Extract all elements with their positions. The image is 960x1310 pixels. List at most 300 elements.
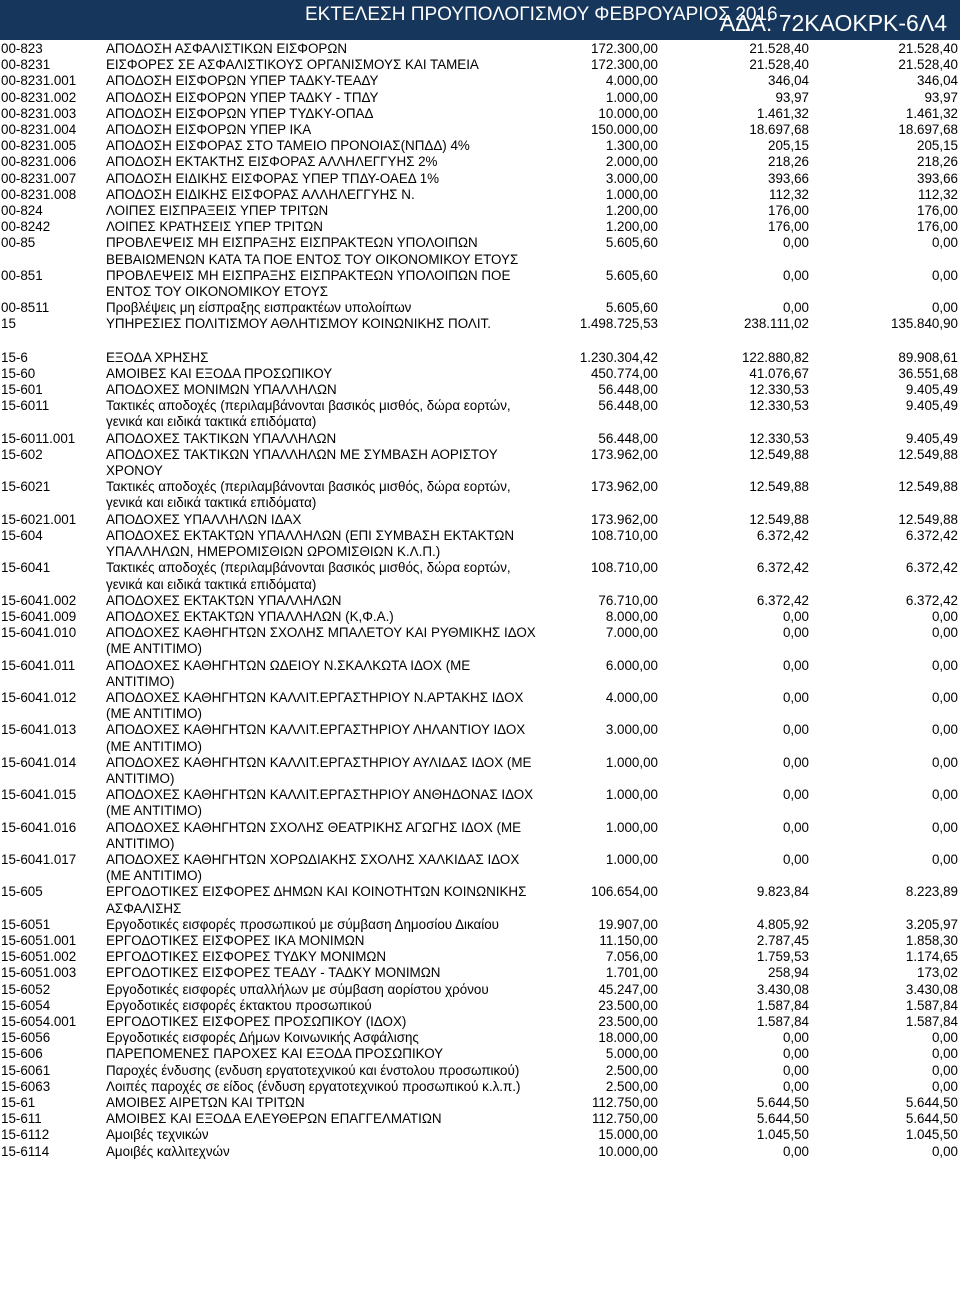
- account-description: ΠΑΡΕΠΟΜΕΝΕΣ ΠΑΡΟΧΕΣ ΚΑΙ ΕΞΟΔΑ ΠΡΟΣΩΠΙΚΟΥ: [106, 1046, 444, 1062]
- account-code: 00-851: [1, 267, 43, 283]
- budgeted-amount: 1.300,00: [605, 138, 658, 154]
- amount-column-3: 21.528,40: [898, 41, 958, 56]
- amount-column-2: 4.805,92: [756, 916, 809, 932]
- amount-column-3: 0,00: [931, 1078, 958, 1094]
- amount-column-2: 205,15: [768, 138, 809, 154]
- account-code: 15-6051.002: [1, 949, 77, 965]
- account-description: ΑΠΟΔΟΧΕΣ ΚΑΘΗΓΗΤΩΝ ΧΟΡΩΔΙΑΚΗΣ ΣΧΟΛΗΣ ΧΑΛΚΙΔΑΣ ΙΔΟΧ (ΜΕ ΑΝΤΙΤΙΜΟ): [106, 851, 520, 884]
- table-row: [0, 917, 960, 933]
- account-code: 15-605: [1, 884, 43, 900]
- budgeted-amount: 1.000,00: [605, 186, 658, 202]
- account-description: ΑΠΟΔΟΧΕΣ ΚΑΘΗΓΗΤΩΝ ΚΑΛΛΙΤ.ΕΡΓΑΣΤΗΡΙΟΥ Ν.ΑΡΤΑΚΗΣ ΙΔΟΧ (ΜΕ ΑΝΤΙΤΙΜΟ): [106, 689, 524, 722]
- account-description: ΑΠΟΔΟΧΕΣ ΚΑΘΗΓΗΤΩΝ ΚΑΛΛΙΤ.ΕΡΓΑΣΤΗΡΙΟΥ ΑΝΘΗΔΟΝΑΣ ΙΔΟΧ (ΜΕ ΑΝΤΙΤΙΜΟ): [106, 787, 534, 819]
- budgeted-amount: 1.200,00: [605, 203, 658, 219]
- amount-column-2: 1.461,32: [756, 105, 809, 121]
- table-row: [0, 560, 960, 592]
- account-description: ΑΠΟΔΟΧΕΣ ΚΑΘΗΓΗΤΩΝ ΚΑΛΛΙΤ.ΕΡΓΑΣΤΗΡΙΟΥ ΑΥΛΙΔΑΣ ΙΔΟΧ (ΜΕ ΑΝΤΙΤΙΜΟ): [106, 754, 532, 786]
- table-row: [0, 755, 960, 787]
- budgeted-amount: 45.247,00: [598, 981, 658, 997]
- amount-column-3: 0,00: [931, 267, 958, 283]
- table-row: [0, 690, 960, 722]
- amount-column-2: 0,00: [782, 689, 809, 705]
- amount-column-2: 6.372,42: [756, 592, 809, 608]
- account-code: 15-6051.003: [1, 965, 77, 981]
- account-code: 15-6051.001: [1, 932, 77, 948]
- amount-column-3: 176,00: [917, 203, 958, 219]
- table-row: [0, 593, 960, 609]
- budgeted-amount: 18.000,00: [598, 1030, 658, 1046]
- amount-column-2: 12.330,53: [749, 398, 809, 414]
- account-description: ΛΟΙΠΕΣ ΚΡΑΤΗΣΕΙΣ ΥΠΕΡ ΤΡΙΤΩΝ: [106, 219, 323, 235]
- amount-column-2: 0,00: [782, 1062, 809, 1078]
- budget-table-body: [0, 41, 960, 1160]
- amount-column-3: 12.549,88: [898, 479, 958, 495]
- budgeted-amount: 4.000,00: [605, 689, 658, 705]
- account-description: Παροχές ένδυσης (ενδυση εργατοτεχνικού και ένστολου προσωπικού): [106, 1062, 520, 1078]
- account-code: 15-6112: [1, 1127, 50, 1143]
- account-code: 15: [1, 316, 16, 332]
- budgeted-amount: 56.448,00: [598, 382, 658, 398]
- amount-column-3: 3.205,97: [905, 916, 958, 932]
- budgeted-amount: 173.962,00: [590, 479, 658, 495]
- table-row: [0, 1014, 960, 1030]
- account-code: 15-61: [1, 1095, 36, 1110]
- budgeted-amount: 450.774,00: [590, 365, 658, 381]
- account-code: 00-8231.004: [1, 122, 77, 138]
- account-description: ΑΠΟΔΟΧΕΣ ΥΠΑΛΛΗΛΩΝ ΙΔΑΧ: [106, 511, 302, 527]
- table-row: [0, 722, 960, 754]
- account-description: ΑΠΟΔΟΣΗ ΕΙΣΦΟΡΩΝ ΥΠΕΡ ΙΚΑ: [106, 122, 312, 138]
- account-code: 00-8511: [1, 300, 50, 316]
- amount-column-3: 93,97: [924, 89, 958, 105]
- account-description: ΕΡΓΟΔΟΤΙΚΕΣ ΕΙΣΦΟΡΕΣ ΤΕΑΔΥ - ΤΑΔΚΥ ΜΟΝΙΜΩΝ: [106, 965, 441, 981]
- table-row: [0, 154, 960, 170]
- account-code: 15-6054.001: [1, 1013, 77, 1029]
- amount-column-3: 0,00: [931, 689, 958, 705]
- account-code: 00-8231: [1, 57, 51, 73]
- account-description: ΑΠΟΔΟΧΕΣ ΕΚΤΑΚΤΩΝ ΥΠΑΛΛΗΛΩΝ (Κ,Φ.Α.): [106, 608, 394, 624]
- header-banner: [0, 0, 960, 40]
- account-description: ΕΡΓΟΔΟΤΙΚΕΣ ΕΙΣΦΟΡΕΣ ΠΡΟΣΩΠΙΚΟΥ (ΙΔΟΧ): [106, 1013, 407, 1029]
- budgeted-amount: 1.200,00: [605, 219, 658, 235]
- table-row: [0, 1063, 960, 1079]
- account-code: 15-60: [1, 365, 36, 381]
- budgeted-amount: 1.000,00: [605, 819, 658, 835]
- budgeted-amount: 56.448,00: [598, 398, 658, 414]
- amount-column-2: 0,00: [782, 235, 809, 251]
- amount-column-2: 9.823,84: [756, 884, 809, 900]
- account-code: 15-6041: [1, 560, 51, 576]
- table-row: [0, 447, 960, 479]
- account-code: 15-604: [1, 527, 43, 543]
- budgeted-amount: 10.000,00: [598, 105, 658, 121]
- budgeted-amount: 2.500,00: [605, 1062, 658, 1078]
- account-description: ΑΠΟΔΟΣΗ ΕΙΣΦΟΡΑΣ ΣΤΟ ΤΑΜΕΙΟ ΠΡΟΝΟΙΑΣ(ΝΠΔΔ) 4%: [106, 138, 470, 154]
- account-description: ΑΠΟΔΟΧΕΣ ΕΚΤΑΚΤΩΝ ΥΠΑΛΛΗΛΩΝ (ΕΠΙ ΣΥΜΒΑΣΗ ΕΚΤΑΚΤΩΝ ΥΠΑΛΛΗΛΩΝ, ΗΜΕΡΟΜΙΣΘΙΩΝ ΩΡΟΜΙΣΘΙΩΝ Κ.Λ.Π.): [106, 527, 515, 560]
- amount-column-2: 0,00: [782, 787, 809, 803]
- table-row: [0, 787, 960, 819]
- amount-column-2: 12.549,88: [749, 511, 809, 527]
- amount-column-3: 6.372,42: [905, 560, 958, 576]
- account-code: 15-6021.001: [1, 511, 77, 527]
- account-description: ΑΠΟΔΟΧΕΣ ΜΟΝΙΜΩΝ ΥΠΑΛΛΗΛΩΝ: [106, 382, 337, 398]
- account-code: 15-606: [1, 1046, 43, 1062]
- account-description: Προβλέψεις μη είσπραξης εισπρακτέων υπολοίπων: [106, 300, 412, 316]
- table-row: [0, 998, 960, 1014]
- amount-column-2: 176,00: [768, 219, 809, 235]
- account-code: 15-6041.010: [1, 625, 77, 641]
- budgeted-amount: 1.498.725,53: [579, 316, 658, 332]
- account-description: Αμοιβές καλλιτεχνών: [106, 1143, 230, 1159]
- amount-column-2: 0,00: [782, 1030, 809, 1046]
- amount-column-2: 5.644,50: [756, 1111, 809, 1127]
- account-code: 15-6056: [1, 1030, 51, 1046]
- amount-column-2: 0,00: [782, 819, 809, 835]
- amount-column-3: 0,00: [931, 787, 958, 803]
- amount-column-3: 0,00: [931, 851, 958, 867]
- amount-column-2: 1.759,53: [756, 949, 809, 965]
- amount-column-2: 1.587,84: [756, 997, 809, 1013]
- amount-column-3: 1.587,84: [905, 1013, 958, 1029]
- table-row: [0, 268, 960, 300]
- account-description: ΕΙΣΦΟΡΕΣ ΣΕ ΑΣΦΑΛΙΣΤΙΚΟΥΣ ΟΡΓΑΝΙΣΜΟΥΣ ΚΑΙ ΤΑΜΕΙΑ: [106, 57, 479, 73]
- account-description: ΑΠΟΔΟΧΕΣ ΤΑΚΤΙΚΩΝ ΥΠΑΛΛΗΛΩΝ ΜΕ ΣΥΜΒΑΣΗ ΑΟΡΙΣΤΟΥ ΧΡΟΝΟΥ: [106, 446, 498, 479]
- table-row: [0, 528, 960, 560]
- amount-column-3: 1.174,65: [905, 949, 958, 965]
- amount-column-3: 9.405,49: [905, 430, 958, 446]
- account-description: ΑΜΟΙΒΕΣ ΑΙΡΕΤΩΝ ΚΑΙ ΤΡΙΤΩΝ: [106, 1095, 305, 1110]
- amount-column-3: 135.840,90: [890, 316, 958, 332]
- budgeted-amount: 108.710,00: [590, 527, 658, 543]
- account-code: 00-8231.006: [1, 154, 77, 170]
- account-code: 15-6041.011: [1, 657, 76, 673]
- budgeted-amount: 15.000,00: [598, 1127, 658, 1143]
- amount-column-2: 0,00: [782, 267, 809, 283]
- amount-column-2: 5.644,50: [756, 1095, 809, 1110]
- account-code: 00-8231.002: [1, 89, 77, 105]
- table-row: [0, 1095, 960, 1111]
- table-row: [0, 933, 960, 949]
- account-code: 15-6041.013: [1, 722, 77, 738]
- account-description: ΕΡΓΟΔΟΤΙΚΕΣ ΕΙΣΦΟΡΕΣ ΤΥΔΚΥ ΜΟΝΙΜΩΝ: [106, 949, 387, 965]
- amount-column-2: 346,04: [768, 73, 809, 89]
- table-row: [0, 122, 960, 138]
- account-description: Εργοδοτικές εισφορές προσωπικού με σύμβαση Δημοσίου Δικαίου: [106, 916, 500, 932]
- account-description: Εργοδοτικές εισφορές Δήμων Κοινωνικής Ασφάλισης: [106, 1030, 419, 1046]
- account-description: ΑΠΟΔΟΣΗ ΑΣΦΑΛΙΣΤΙΚΩΝ ΕΙΣΦΟΡΩΝ: [106, 41, 347, 56]
- account-code: 15-601: [1, 382, 43, 398]
- table-row: [0, 235, 960, 267]
- budgeted-amount: 23.500,00: [598, 1013, 658, 1029]
- table-row: [0, 316, 960, 332]
- table-row: [0, 41, 960, 57]
- table-row: [0, 57, 960, 73]
- amount-column-2: 258,94: [768, 965, 809, 981]
- amount-column-2: 3.430,08: [756, 981, 809, 997]
- amount-column-2: 393,66: [768, 170, 809, 186]
- account-code: 00-85: [1, 235, 36, 251]
- table-row: [0, 884, 960, 916]
- amount-column-3: 0,00: [931, 1030, 958, 1046]
- budgeted-amount: 23.500,00: [598, 997, 658, 1013]
- account-description: ΛΟΙΠΕΣ ΕΙΣΠΡΑΞΕΙΣ ΥΠΕΡ ΤΡΙΤΩΝ: [106, 203, 329, 219]
- account-description: Αμοιβές τεχνικών: [106, 1127, 209, 1143]
- budgeted-amount: 1.000,00: [605, 851, 658, 867]
- amount-column-2: 0,00: [782, 300, 809, 316]
- amount-column-3: 1.461,32: [905, 105, 958, 121]
- budgeted-amount: 150.000,00: [590, 122, 658, 138]
- amount-column-3: 18.697,68: [898, 122, 958, 138]
- amount-column-3: 9.405,49: [905, 398, 958, 414]
- amount-column-2: 0,00: [782, 851, 809, 867]
- budgeted-amount: 5.605,60: [605, 300, 658, 316]
- budgeted-amount: 173.962,00: [590, 446, 658, 462]
- amount-column-2: 6.372,42: [756, 527, 809, 543]
- amount-column-2: 0,00: [782, 657, 809, 673]
- account-description: ΕΡΓΟΔΟΤΙΚΕΣ ΕΙΣΦΟΡΕΣ ΙΚΑ ΜΟΝΙΜΩΝ: [106, 932, 365, 948]
- amount-column-2: 0,00: [782, 1143, 809, 1159]
- amount-column-2: 2.787,45: [756, 932, 809, 948]
- amount-column-3: 205,15: [917, 138, 958, 154]
- amount-column-2: 1.587,84: [756, 1013, 809, 1029]
- amount-column-3: 5.644,50: [905, 1111, 958, 1127]
- account-description: ΑΠΟΔΟΣΗ ΕΙΣΦΟΡΩΝ ΥΠΕΡ ΤΑΔΚΥ - ΤΠΔΥ: [106, 89, 379, 105]
- amount-column-3: 393,66: [917, 170, 958, 186]
- amount-column-3: 6.372,42: [905, 592, 958, 608]
- amount-column-2: 12.549,88: [749, 479, 809, 495]
- account-code: 15-6063: [1, 1078, 51, 1094]
- amount-column-3: 8.223,89: [905, 884, 958, 900]
- table-row: [0, 138, 960, 154]
- account-code: 15-6041.014: [1, 754, 77, 770]
- amount-column-3: 1.587,84: [905, 997, 958, 1013]
- account-description: Εργοδοτικές εισφορές έκτακτου προσωπικού: [106, 997, 372, 1013]
- table-row: [0, 1111, 960, 1127]
- account-code: 15-6011.001: [1, 430, 76, 446]
- budgeted-amount: 5.605,60: [605, 267, 658, 283]
- amount-column-3: 3.430,08: [905, 981, 958, 997]
- account-code: 00-8231.008: [1, 186, 77, 202]
- table-row: [0, 106, 960, 122]
- budgeted-amount: 5.605,60: [605, 235, 658, 251]
- amount-column-2: 238.111,02: [743, 316, 809, 332]
- budgeted-amount: 1.701,00: [605, 965, 658, 981]
- amount-column-2: 0,00: [782, 1078, 809, 1094]
- amount-column-2: 218,26: [768, 154, 809, 170]
- account-code: 15-6041.015: [1, 787, 77, 803]
- account-code: 00-824: [1, 203, 43, 219]
- table-row: [0, 658, 960, 690]
- amount-column-3: 0,00: [931, 754, 958, 770]
- account-code: 15-6041.016: [1, 819, 77, 835]
- amount-column-2: 12.330,53: [749, 430, 809, 446]
- account-description: ΑΠΟΔΟΣΗ ΕΚΤΑΚΤΗΣ ΕΙΣΦΟΡΑΣ ΑΛΛΗΛΕΓΓΥΗΣ 2%: [106, 154, 438, 170]
- account-description: ΑΠΟΔΟΧΕΣ ΚΑΘΗΓΗΤΩΝ ΣΧΟΛΗΣ ΘΕΑΤΡΙΚΗΣ ΑΓΩΓΗΣ ΙΔΟΧ (ΜΕ ΑΝΤΙΤΙΜΟ): [106, 819, 522, 851]
- budgeted-amount: 106.654,00: [590, 884, 658, 900]
- amount-column-3: 176,00: [917, 219, 958, 235]
- account-code: 15-6041.009: [1, 608, 77, 624]
- account-code: 15-6114: [1, 1143, 50, 1159]
- account-description: ΥΠΗΡΕΣΙΕΣ ΠΟΛΙΤΙΣΜΟΥ ΑΘΛΗΤΙΣΜΟΥ ΚΟΙΝΩΝΙΚΗΣ ΠΟΛΙΤ.: [106, 316, 491, 332]
- table-row: [0, 1144, 960, 1160]
- amount-column-2: 0,00: [782, 625, 809, 641]
- amount-column-2: 6.372,42: [756, 560, 809, 576]
- amount-column-3: 0,00: [931, 235, 958, 251]
- account-code: 00-8242: [1, 219, 51, 235]
- account-code: 15-6054: [1, 997, 51, 1013]
- budgeted-amount: 5.000,00: [605, 1046, 658, 1062]
- amount-column-2: 0,00: [782, 754, 809, 770]
- table-row: [0, 512, 960, 528]
- table-row: [0, 300, 960, 316]
- amount-column-2: 0,00: [782, 1046, 809, 1062]
- account-code: 00-823: [1, 41, 43, 56]
- amount-column-2: 41.076,67: [749, 365, 809, 381]
- amount-column-2: 93,97: [775, 89, 809, 105]
- amount-column-3: 36.551,68: [898, 365, 958, 381]
- amount-column-3: 6.372,42: [905, 527, 958, 543]
- table-row: [0, 949, 960, 965]
- budgeted-amount: 3.000,00: [605, 170, 658, 186]
- amount-column-3: 218,26: [917, 154, 958, 170]
- table-row: [0, 171, 960, 187]
- amount-column-3: 173,02: [917, 965, 958, 981]
- table-row: [0, 90, 960, 106]
- table-row: [0, 219, 960, 235]
- table-row: [0, 366, 960, 382]
- account-description: ΑΠΟΔΟΣΗ ΕΙΣΦΟΡΩΝ ΥΠΕΡ ΤΑΔΚΥ-ΤΕΑΔΥ: [106, 73, 379, 89]
- amount-column-2: 21.528,40: [749, 57, 809, 73]
- table-row: [0, 479, 960, 511]
- amount-column-2: 18.697,68: [749, 122, 809, 138]
- account-code: 15-6052: [1, 981, 51, 997]
- account-description: ΑΠΟΔΟΧΕΣ ΚΑΘΗΓΗΤΩΝ ΣΧΟΛΗΣ ΜΠΑΛΕΤΟΥ ΚΑΙ ΡΥΘΜΙΚΗΣ ΙΔΟΧ (ΜΕ ΑΝΤΙΤΙΜΟ): [106, 625, 536, 657]
- account-description: ΑΠΟΔΟΣΗ ΕΙΔΙΚΗΣ ΕΙΣΦΟΡΑΣ ΥΠΕΡ ΤΠΔΥ-ΟΑΕΔ 1%: [106, 170, 440, 186]
- amount-column-3: 346,04: [917, 73, 958, 89]
- budgeted-amount: 1.000,00: [605, 754, 658, 770]
- account-description: Τακτικές αποδοχές (περιλαμβάνονται βασικός μισθός, δώρα εορτών, γενικά και ειδικά τακτικά επιδόματα): [106, 479, 511, 511]
- account-code: 00-8231.001: [1, 73, 77, 89]
- account-description: ΑΜΟΙΒΕΣ ΚΑΙ ΕΞΟΔΑ ΠΡΟΣΩΠΙΚΟΥ: [106, 365, 333, 381]
- document-title: ΕΚΤΕΛΕΣΗ ΠΡΟΥΠΟΛΟΓΙΣΜΟΥ ΦΕΒΡΟΥΑΡΙΟΣ 2016: [305, 4, 778, 25]
- table-row: [0, 820, 960, 852]
- amount-column-3: 12.549,88: [898, 446, 958, 462]
- account-code: 00-8231.003: [1, 105, 77, 121]
- budgeted-amount: 1.000,00: [605, 787, 658, 803]
- budgeted-amount: 56.448,00: [598, 430, 658, 446]
- account-description: ΑΠΟΔΟΧΕΣ ΚΑΘΗΓΗΤΩΝ ΚΑΛΛΙΤ.ΕΡΓΑΣΤΗΡΙΟΥ ΛΗΛΑΝΤΙΟΥ ΙΔΟΧ (ΜΕ ΑΝΤΙΤΙΜΟ): [106, 722, 526, 754]
- account-description: ΑΠΟΔΟΧΕΣ ΕΚΤΑΚΤΩΝ ΥΠΑΛΛΗΛΩΝ: [106, 592, 342, 608]
- amount-column-2: 176,00: [768, 203, 809, 219]
- table-row: [0, 1127, 960, 1143]
- amount-column-3: 0,00: [931, 1062, 958, 1078]
- account-description: ΑΠΟΔΟΣΗ ΕΙΔΙΚΗΣ ΕΙΣΦΟΡΑΣ ΑΛΛΗΛΕΓΓΥΗΣ Ν.: [106, 186, 415, 202]
- budgeted-amount: 1.230.304,42: [579, 349, 658, 365]
- budgeted-amount: 19.907,00: [598, 916, 658, 932]
- budgeted-amount: 7.056,00: [605, 949, 658, 965]
- budgeted-amount: 172.300,00: [590, 41, 658, 56]
- amount-column-2: 0,00: [782, 608, 809, 624]
- account-code: 15-602: [1, 446, 43, 462]
- amount-column-3: 1.045,50: [905, 1127, 958, 1143]
- account-code: 15-6041.002: [1, 592, 77, 608]
- amount-column-3: 0,00: [931, 819, 958, 835]
- amount-column-3: 0,00: [931, 625, 958, 641]
- amount-column-2: 21.528,40: [749, 41, 809, 56]
- account-description: Εργοδοτικές εισφορές υπαλλήλων με σύμβαση αορίστου χρόνου: [106, 981, 489, 997]
- budgeted-amount: 1.000,00: [605, 89, 658, 105]
- amount-column-2: 0,00: [782, 722, 809, 738]
- account-description: ΑΠΟΔΟΧΕΣ ΚΑΘΗΓΗΤΩΝ ΩΔΕΙΟΥ Ν.ΣΚΑΛΚΩΤΑ ΙΔΟΧ (ΜΕ ΑΝΤΙΤΙΜΟ): [106, 657, 471, 689]
- account-description: Τακτικές αποδοχές (περιλαμβάνονται βασικός μισθός, δώρα εορτών, γενικά και ειδικά τακτικά επιδόματα): [106, 560, 511, 592]
- account-description: Τακτικές αποδοχές (περιλαμβάνονται βασικός μισθός, δώρα εορτών, γενικά και ειδικά τακτικά επιδόματα): [106, 398, 511, 430]
- amount-column-3: 5.644,50: [905, 1095, 958, 1110]
- table-row: [0, 625, 960, 657]
- table-row: [0, 852, 960, 884]
- account-code: 15-6061: [1, 1062, 51, 1078]
- amount-column-3: 1.858,30: [905, 932, 958, 948]
- budgeted-amount: 10.000,00: [598, 1143, 658, 1159]
- table-row: [0, 187, 960, 203]
- budgeted-amount: 11.150,00: [599, 932, 658, 948]
- amount-column-3: 12.549,88: [898, 511, 958, 527]
- account-code: 15-6041.012: [1, 689, 77, 705]
- table-row: [0, 382, 960, 398]
- amount-column-2: 122.880,82: [741, 349, 809, 365]
- table-row: [0, 73, 960, 89]
- budgeted-amount: 2.000,00: [605, 154, 658, 170]
- table-row: [0, 431, 960, 447]
- account-description: Λοιπές παροχές σε είδος (ένδυση εργατοτεχνικού προσωπικού κ.λ.π.): [106, 1078, 521, 1094]
- table-row: [0, 982, 960, 998]
- account-code: 15-6: [1, 349, 28, 365]
- budgeted-amount: 172.300,00: [590, 57, 658, 73]
- account-code: 15-6051: [1, 916, 51, 932]
- amount-column-3: 0,00: [931, 1046, 958, 1062]
- budgeted-amount: 112.750,00: [591, 1111, 658, 1127]
- table-row: [0, 333, 960, 366]
- budget-table: [0, 41, 960, 1160]
- account-description: ΑΜΟΙΒΕΣ ΚΑΙ ΕΞΟΔΑ ΕΛΕΥΘΕΡΩΝ ΕΠΑΓΓΕΛΜΑΤΙΩΝ: [106, 1111, 442, 1127]
- table-row: [0, 965, 960, 981]
- account-code: 15-6041.017: [1, 851, 77, 867]
- account-code: 15-6011: [1, 398, 50, 414]
- account-description: ΑΠΟΔΟΣΗ ΕΙΣΦΟΡΩΝ ΥΠΕΡ ΤΥΔΚΥ-ΟΠΑΔ: [106, 105, 374, 121]
- account-description: ΠΡΟΒΛΕΨΕΙΣ ΜΗ ΕΙΣΠΡΑΞΗΣ ΕΙΣΠΡΑΚΤΕΩΝ ΥΠΟΛΟΙΠΩΝ ΠΟΕ ΕΝΤΟΣ ΤΟΥ ΟΙΚΟΝΟΜΙΚΟΥ ΕΤΟΥΣ: [106, 267, 511, 300]
- budgeted-amount: 76.710,00: [598, 592, 658, 608]
- amount-column-3: 0,00: [931, 300, 958, 316]
- table-row: [0, 1079, 960, 1095]
- amount-column-2: 12.330,53: [749, 382, 809, 398]
- amount-column-3: 89.908,61: [898, 349, 958, 365]
- budgeted-amount: 173.962,00: [590, 511, 658, 527]
- budgeted-amount: 4.000,00: [605, 73, 658, 89]
- amount-column-3: 112,32: [918, 186, 958, 202]
- table-row: [0, 398, 960, 430]
- account-code: 15-611: [1, 1111, 42, 1127]
- budgeted-amount: 108.710,00: [590, 560, 658, 576]
- table-row: [0, 203, 960, 219]
- account-code: 15-6021: [1, 479, 51, 495]
- account-description: ΕΞΟΔΑ ΧΡΗΣΗΣ: [106, 349, 209, 365]
- account-description: ΕΡΓΟΔΟΤΙΚΕΣ ΕΙΣΦΟΡΕΣ ΔΗΜΩΝ ΚΑΙ ΚΟΙΝΟΤΗΤΩΝ ΚΟΙΝΩΝΙΚΗΣ ΑΣΦΑΛΙΣΗΣ: [106, 884, 527, 916]
- amount-column-2: 112,32: [769, 186, 809, 202]
- budgeted-amount: 6.000,00: [605, 657, 658, 673]
- budgeted-amount: 7.000,00: [605, 625, 658, 641]
- table-row: [0, 1046, 960, 1062]
- amount-column-3: 0,00: [931, 657, 958, 673]
- budgeted-amount: 112.750,00: [591, 1095, 658, 1110]
